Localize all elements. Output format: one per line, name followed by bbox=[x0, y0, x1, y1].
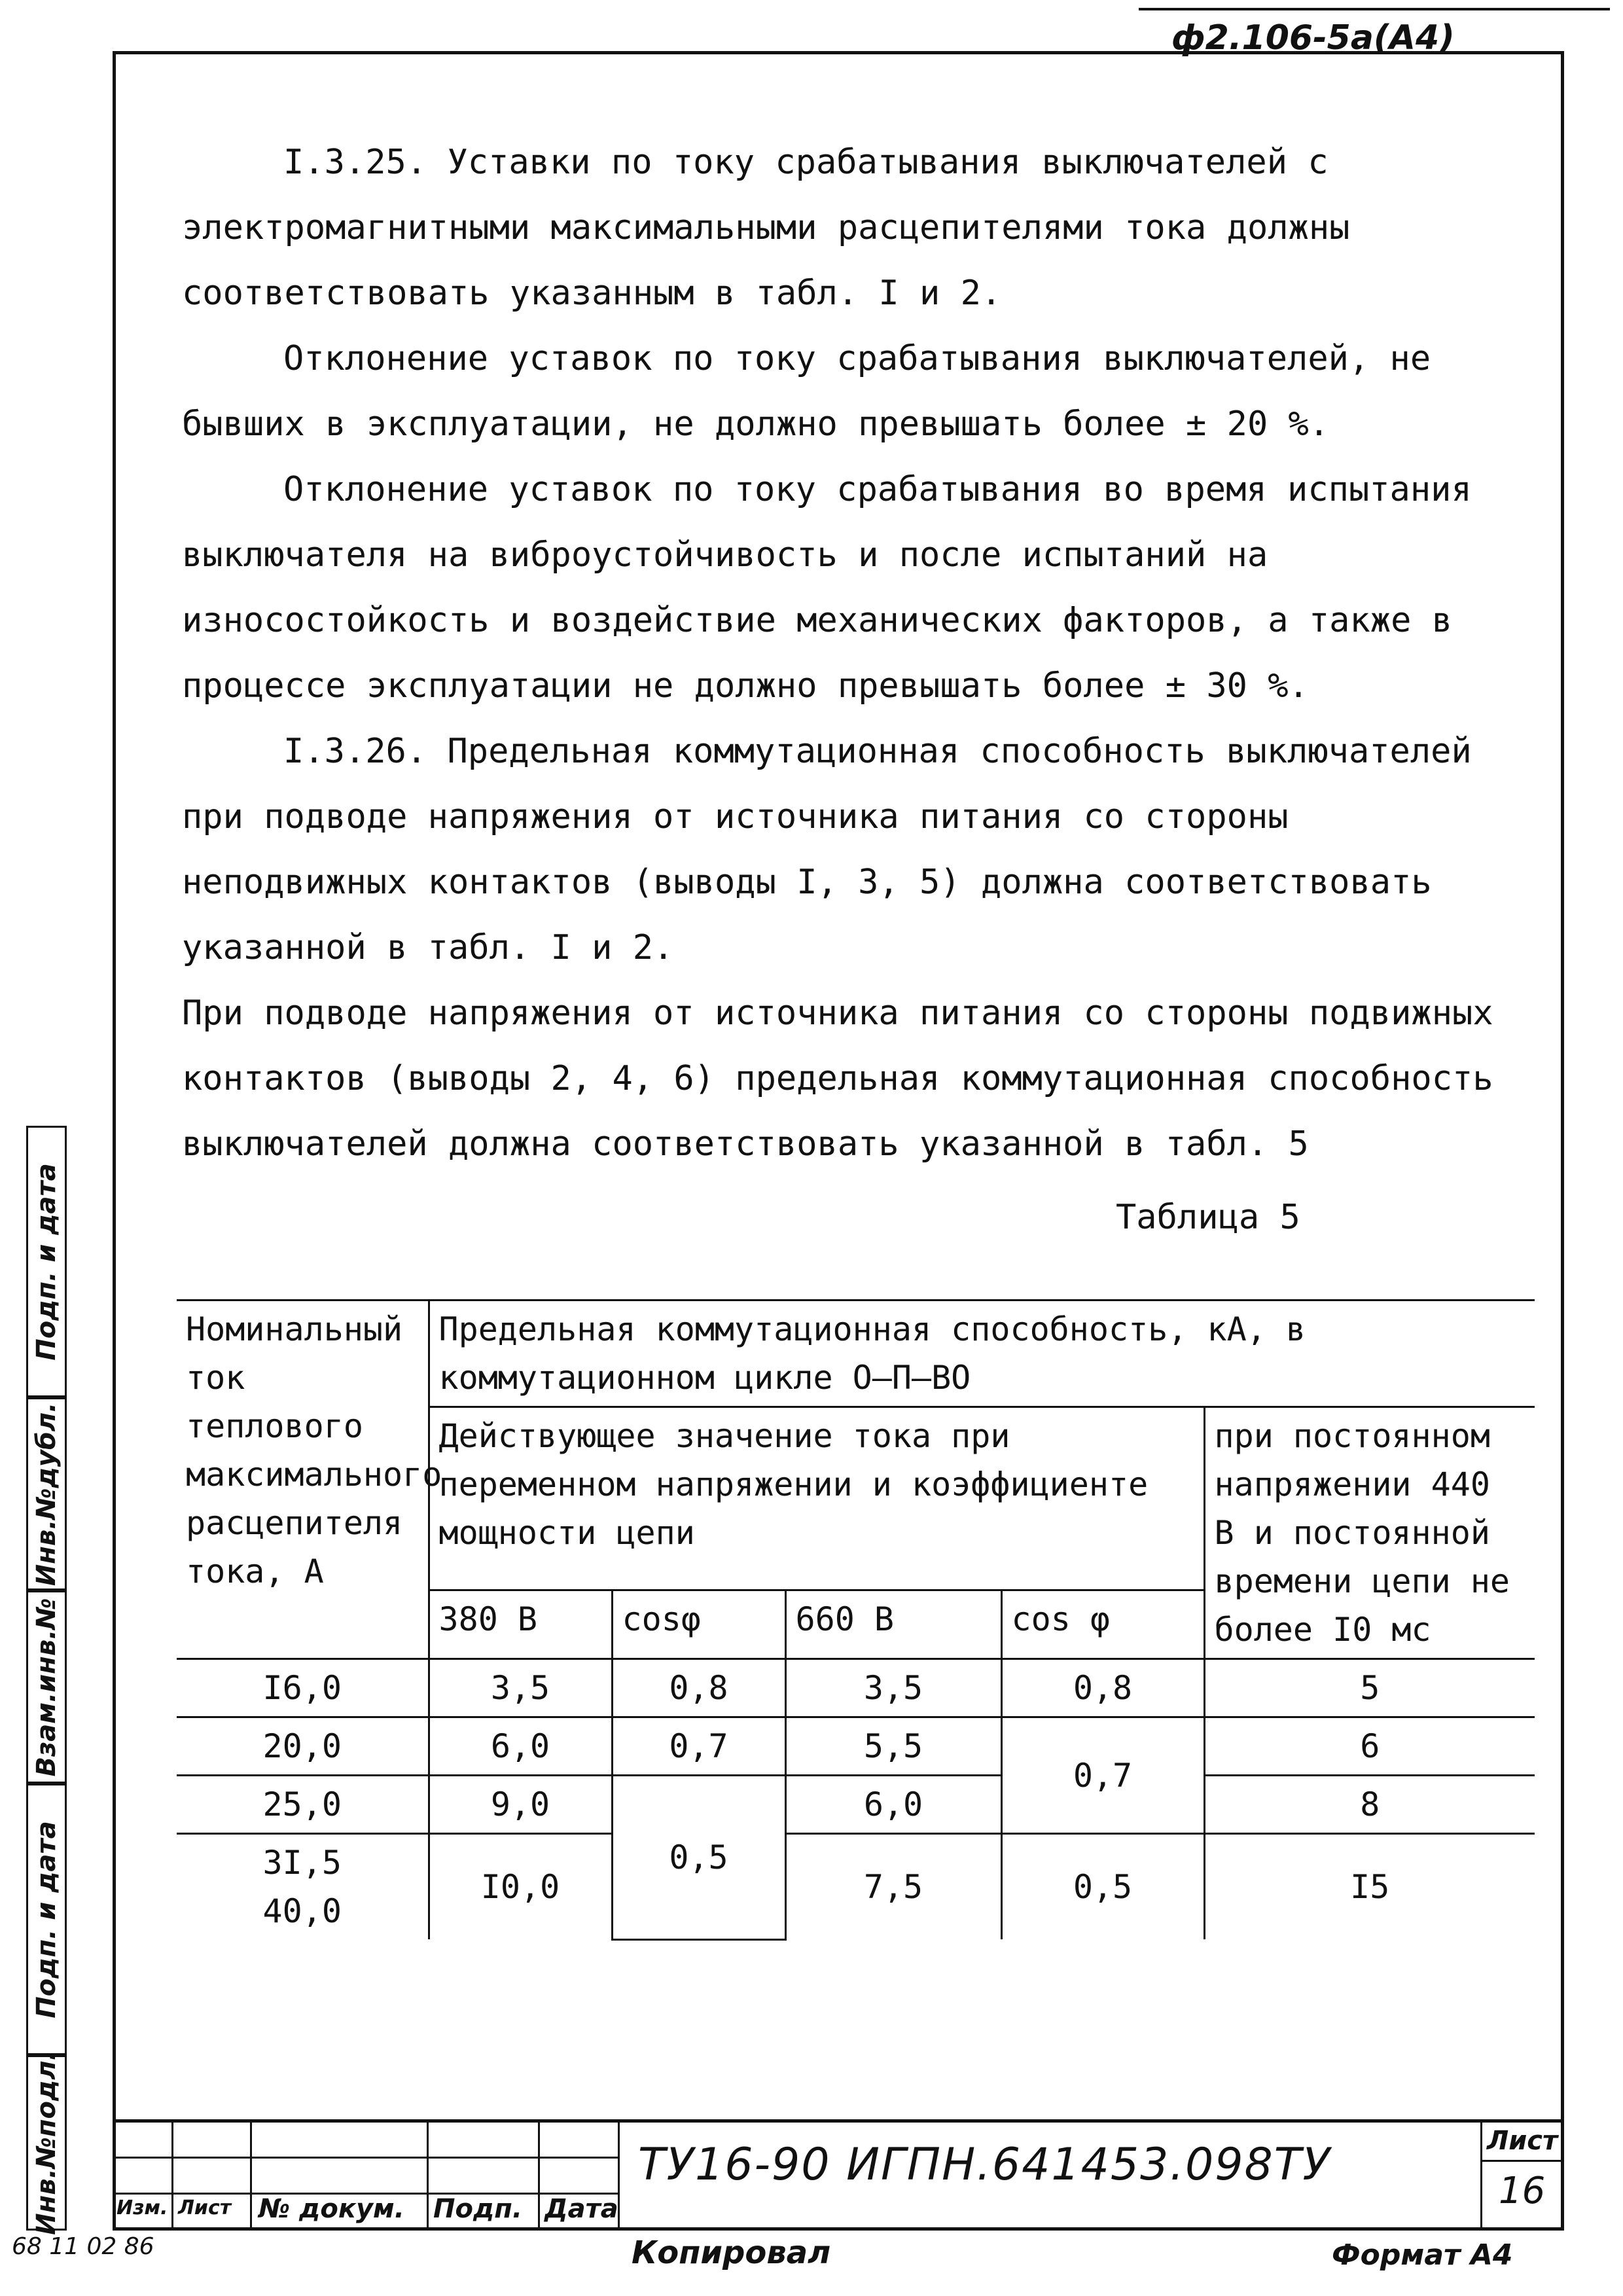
cell-cos2: 0,7 bbox=[1001, 1717, 1204, 1834]
header-cos-660: cos φ bbox=[1001, 1590, 1204, 1659]
cell-current bbox=[177, 1834, 429, 1940]
table-row bbox=[177, 1659, 1535, 1717]
cell-dc: 5 bbox=[1204, 1659, 1535, 1717]
side-strip-sign-date-1: Подп. и дата bbox=[26, 1126, 67, 1397]
side-strip-replace-inv: Взам.инв.№ bbox=[26, 1590, 67, 1784]
cell-current: 20,0 bbox=[177, 1717, 429, 1776]
side-strip-sign-date-2: Подп. и дата bbox=[26, 1784, 67, 2055]
header-dc: при постоянном напряжении 440 В и постоянной времени цепи не более I0 мс bbox=[1204, 1407, 1535, 1659]
side-strip-dup-inv: Инв.№дубл. bbox=[26, 1397, 67, 1590]
tb-vline bbox=[250, 2121, 252, 2231]
table-row bbox=[177, 1717, 1535, 1776]
cell-cos2: 0,5 bbox=[1001, 1834, 1204, 1940]
cell-380: I0,0 bbox=[429, 1834, 612, 1940]
cell-660: 5,5 bbox=[785, 1717, 1001, 1776]
cell-cos2: 0,8 bbox=[1001, 1659, 1204, 1717]
paragraph-text: Отклонение уставок по току срабатывания выключателей, не бывших в эксплуатации, не должно превышать более ± 20 %. bbox=[182, 339, 1431, 444]
table-5 bbox=[177, 1299, 1535, 1941]
cell-cos1: 0,7 bbox=[612, 1717, 785, 1776]
cell-380: 9,0 bbox=[429, 1776, 612, 1834]
tb-line bbox=[1480, 2160, 1564, 2162]
tb-line bbox=[113, 2157, 620, 2159]
cell-current: 25,0 bbox=[177, 1776, 429, 1834]
table-caption: Таблица 5 bbox=[1116, 1198, 1300, 1237]
tb-label-sign: Подп. bbox=[433, 2194, 523, 2224]
header-nominal-current: Номинальный ток теплового максимального расцепителя тока, А bbox=[177, 1300, 429, 1659]
header-cos-380: cosφ bbox=[612, 1590, 785, 1659]
paragraph-text: I.3.26. Предельная коммутационная способность выключателей при подводе напряжения от источника питания со стороны неподвижных контактов (выводы I, 3, 5) должна соответствовать указанной в табл. I и 2. bbox=[182, 732, 1472, 967]
tb-label-docnum: № докум. bbox=[259, 2194, 404, 2224]
table-row bbox=[177, 1834, 1535, 1940]
document-code: ТУ16-90 ИГПН.641453.098ТУ bbox=[638, 2139, 1331, 2191]
paragraph-text: При подводе напряжения от источника питания со стороны подвижных контактов (выводы 2, 4, 6) предельная коммутационная способность выключателей должна соответствовать указанной в табл. 5 bbox=[182, 994, 1493, 1164]
cell-660: 7,5 bbox=[785, 1834, 1001, 1940]
tb-label-change: Изм. bbox=[116, 2197, 168, 2219]
cell-660: 6,0 bbox=[785, 1776, 1001, 1834]
table-row bbox=[177, 1776, 1535, 1834]
cell-dc: 6 bbox=[1204, 1717, 1535, 1776]
cell-660: 3,5 bbox=[785, 1659, 1001, 1717]
cell-cos1: 0,5 bbox=[612, 1776, 785, 1940]
inventory-note: 68 11 02 86 bbox=[12, 2233, 154, 2260]
cell-current-a: 3I,5 bbox=[262, 1844, 342, 1882]
tb-label-date: Дата bbox=[544, 2194, 618, 2224]
form-code: ф2.106-5а(А4) bbox=[1171, 18, 1455, 58]
cell-current: I6,0 bbox=[177, 1659, 429, 1717]
sheet-number: 16 bbox=[1499, 2170, 1546, 2212]
tb-vline bbox=[427, 2121, 429, 2231]
tb-vline bbox=[538, 2121, 540, 2231]
cell-dc: 8 bbox=[1204, 1776, 1535, 1834]
header-380v: 380 В bbox=[429, 1590, 612, 1659]
top-rule bbox=[1139, 8, 1610, 10]
header-ac: Действующее значение тока при переменном напряжении и коэффициенте мощности цепи bbox=[429, 1407, 1204, 1590]
cell-cos1: 0,8 bbox=[612, 1659, 785, 1717]
tb-label-sheet: Лист bbox=[178, 2197, 232, 2219]
cell-380: 3,5 bbox=[429, 1659, 612, 1717]
tb-vline bbox=[171, 2121, 173, 2231]
cell-380: 6,0 bbox=[429, 1717, 612, 1776]
header-breaking-capacity: Предельная коммутационная способность, кА, в коммутационном цикле О–П–ВО bbox=[429, 1300, 1535, 1407]
paragraph-1325 bbox=[182, 130, 1530, 1177]
cell-dc: I5 bbox=[1204, 1834, 1535, 1940]
paragraph-text: I.3.25. Уставки по току срабатывания выключателей с электромагнитными максимальными расцепителями тока должны соответствовать указанным в табл. I и 2. bbox=[182, 143, 1350, 313]
header-660v: 660 В bbox=[785, 1590, 1001, 1659]
paragraph-text: Отклонение уставок по току срабатывания во время испытания выключателя на виброустойчивость и после испытаний на износостойкость и воздействие механических факторов, а также в процессе эксплуатации не должно превышать более ± 30 %. bbox=[182, 470, 1472, 706]
cell-current-b: 40,0 bbox=[262, 1892, 342, 1930]
sheet-label: Лист bbox=[1487, 2126, 1558, 2156]
format-label: Формат А4 bbox=[1332, 2238, 1513, 2272]
side-strip-orig-inv: Инв.№подл. bbox=[26, 2055, 67, 2231]
copied-by: Копировал bbox=[632, 2234, 831, 2271]
